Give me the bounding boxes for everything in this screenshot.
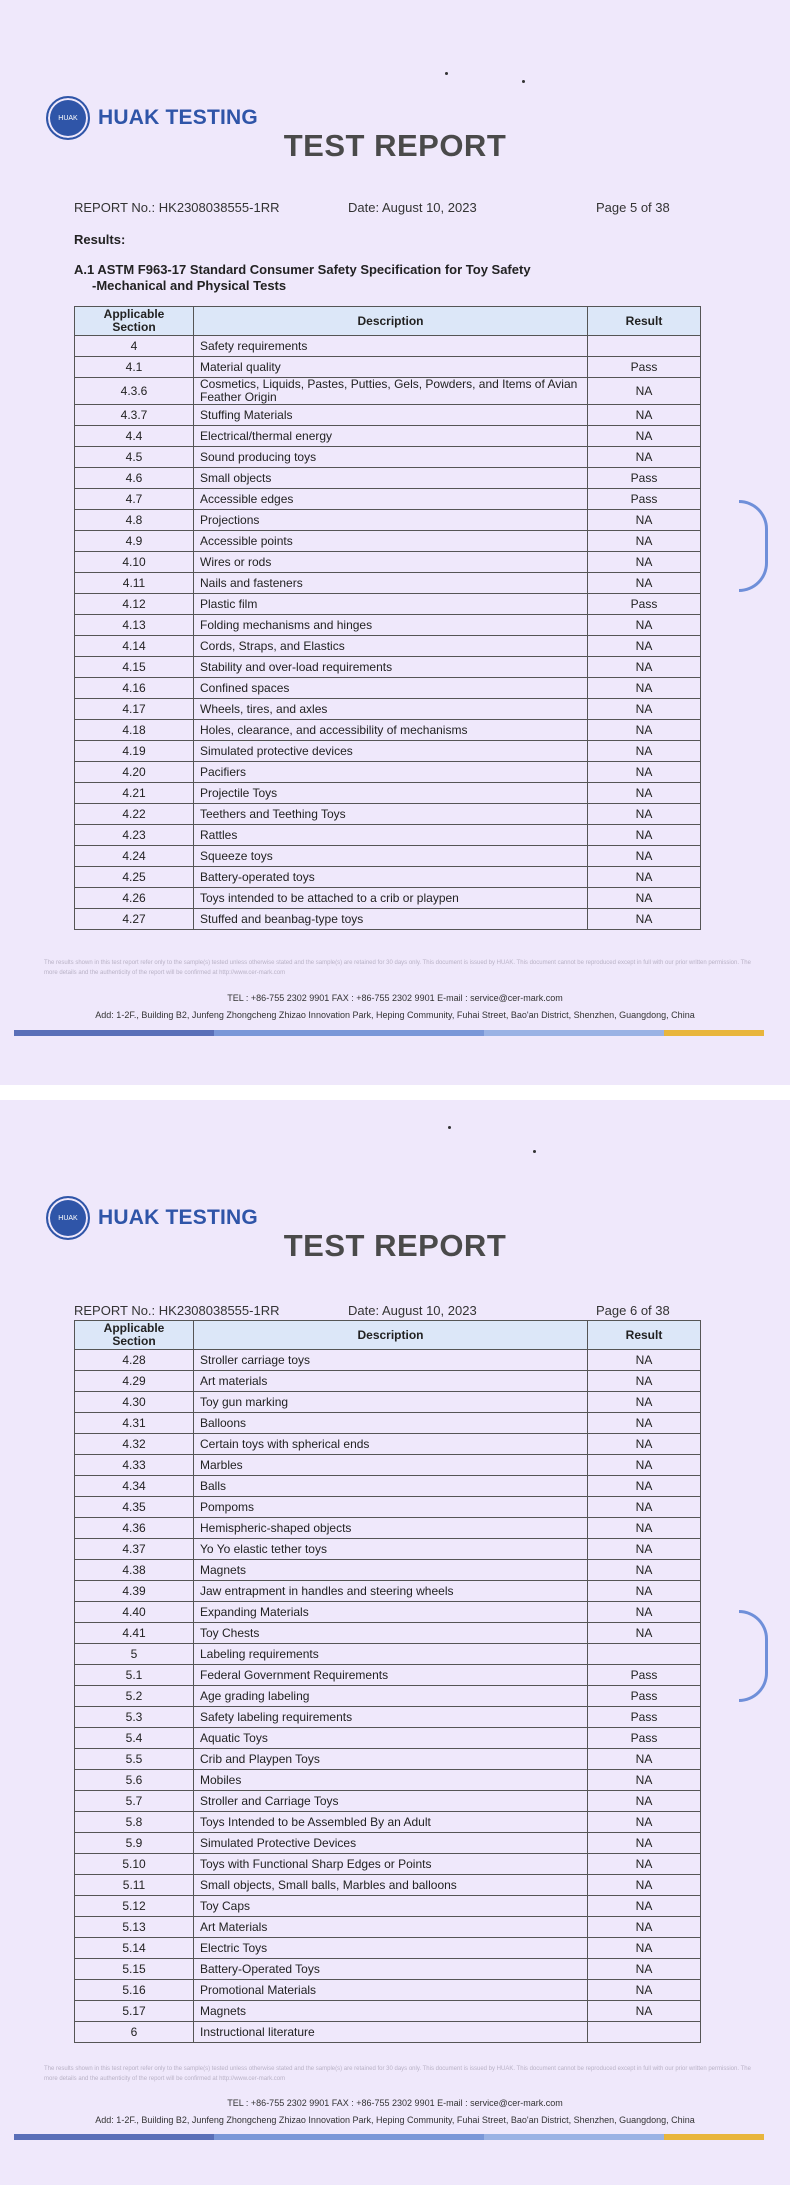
report-number: REPORT No.: HK2308038555-1RR [74,1303,280,1318]
row-section: 4.26 [75,888,194,909]
header-applicable-section: Applicable Section [75,307,194,336]
row-result: NA [588,1539,701,1560]
table-row [75,762,701,783]
disclaimer-text: The results shown in this test report refer only to the sample(s) tested unless otherwise stated and the sample(s) are retained for 30 days only. This document is issued by HUAK. This document cannot be reproduced except in full with our prior written permission. The more details and the authenticity of the report will be confirmed at http://www.cer-mark.com [44,960,751,976]
row-description: Instructional literature [194,2022,588,2043]
table-row [75,378,701,405]
row-section: 4.23 [75,825,194,846]
table-row [75,1707,701,1728]
page-number: Page 6 of 38 [596,1303,670,1318]
company-name: HUAK TESTING [98,106,258,129]
row-description: Accessible edges [194,489,588,510]
table-row [75,1980,701,2001]
table-row [75,1728,701,1749]
row-result: NA [588,615,701,636]
table-row [75,1854,701,1875]
row-description: Squeeze toys [194,846,588,867]
row-description: Labeling requirements [194,1644,588,1665]
row-description: Simulated protective devices [194,741,588,762]
row-section: 4.3.7 [75,405,194,426]
row-section: 4.36 [75,1518,194,1539]
row-description: Cosmetics, Liquids, Pastes, Putties, Gels, Powders, and Items of Avian Feather Origin [194,378,588,405]
table-row [75,1602,701,1623]
row-result: NA [588,1350,701,1371]
table-row [75,1455,701,1476]
row-section: 4.16 [75,678,194,699]
row-section: 5.5 [75,1749,194,1770]
row-result: Pass [588,489,701,510]
row-description: Stuffing Materials [194,405,588,426]
table-row [75,573,701,594]
row-section: 4.35 [75,1497,194,1518]
table-row [75,336,701,357]
row-result: NA [588,1980,701,2001]
row-description: Sound producing toys [194,447,588,468]
row-description: Balloons [194,1413,588,1434]
row-result: NA [588,1959,701,1980]
row-section: 4.6 [75,468,194,489]
row-section: 4.32 [75,1434,194,1455]
table-row [75,825,701,846]
section-title: A.1 ASTM F963-17 Standard Consumer Safety Specification for Toy Safety -Mechanical and Physical Tests [74,262,531,293]
table-row [75,2001,701,2022]
row-section: 5.15 [75,1959,194,1980]
disclaimer-text: The results shown in this test report refer only to the sample(s) tested unless otherwise stated and the sample(s) are retained for 30 days only. This document is issued by HUAK. This document cannot be reproduced except in full with our prior written permission. The more details and the authenticity of the report will be confirmed at http://www.cer-mark.com [44,2066,751,2082]
row-description: Magnets [194,2001,588,2022]
row-result: NA [588,1434,701,1455]
table-row [75,783,701,804]
row-result: NA [588,378,701,405]
table-row [75,405,701,426]
row-description: Nails and fasteners [194,573,588,594]
footer-stripe [14,1030,764,1036]
row-result: NA [588,867,701,888]
row-section: 4.21 [75,783,194,804]
row-description: Pompoms [194,1497,588,1518]
row-result: NA [588,1623,701,1644]
row-section: 4.14 [75,636,194,657]
row-description: Folding mechanisms and hinges [194,615,588,636]
row-result: NA [588,1497,701,1518]
row-section: 4.20 [75,762,194,783]
table-row [75,1812,701,1833]
header-description: Description [194,1321,588,1350]
row-section: 4.25 [75,867,194,888]
address-line: Add: 1-2F., Building B2, Junfeng Zhongcheng Zhizao Innovation Park, Heping Community, Fuhai Street, Bao'an District, Shenzhen, Guangdong, China [95,2115,695,2125]
row-section: 5.12 [75,1896,194,1917]
row-section: 4.37 [75,1539,194,1560]
results-table [74,1320,701,2043]
row-result: NA [588,1812,701,1833]
row-section: 4.41 [75,1623,194,1644]
header-applicable-section: Applicable Section [75,1321,194,1350]
row-section: 5.1 [75,1665,194,1686]
row-section: 4.38 [75,1560,194,1581]
table-row [75,846,701,867]
row-result: Pass [588,594,701,615]
row-result: NA [588,1854,701,1875]
row-result [588,336,701,357]
row-section: 4.9 [75,531,194,552]
row-result: NA [588,699,701,720]
row-section: 5.13 [75,1917,194,1938]
results-label: Results: [74,232,126,247]
contact-line: TEL : +86-755 2302 9901 FAX : +86-755 2302 9901 E-mail : service@cer-mark.com [227,993,563,1003]
row-section: 5.14 [75,1938,194,1959]
row-description: Jaw entrapment in handles and steering wheels [194,1581,588,1602]
row-result: NA [588,909,701,930]
company-name: HUAK TESTING [98,1206,258,1229]
row-description: Battery-operated toys [194,867,588,888]
row-description: Expanding Materials [194,1602,588,1623]
row-result: NA [588,804,701,825]
row-description: Toys Intended to be Assembled By an Adult [194,1812,588,1833]
table-row [75,1959,701,1980]
row-section: 4.40 [75,1602,194,1623]
row-result: NA [588,552,701,573]
header-result: Result [588,307,701,336]
row-description: Age grading labeling [194,1686,588,1707]
row-description: Rattles [194,825,588,846]
table-row [75,804,701,825]
row-result: NA [588,1875,701,1896]
row-description: Projectile Toys [194,783,588,804]
row-section: 4.11 [75,573,194,594]
row-result: NA [588,678,701,699]
table-row [75,489,701,510]
row-result: NA [588,1938,701,1959]
row-section: 5.11 [75,1875,194,1896]
scan-speck [533,1150,536,1153]
row-section: 4.13 [75,615,194,636]
row-result: NA [588,1770,701,1791]
row-section: 4.28 [75,1350,194,1371]
table-row [75,2022,701,2043]
table-row [75,741,701,762]
row-result: NA [588,720,701,741]
report-date: Date: August 10, 2023 [348,200,477,215]
row-section: 4.19 [75,741,194,762]
table-row [75,1623,701,1644]
page-number: Page 5 of 38 [596,200,670,215]
table-row [75,1497,701,1518]
report-page-6 [0,1100,790,2185]
row-result: NA [588,1896,701,1917]
table-row [75,1686,701,1707]
table-row [75,357,701,378]
row-result: NA [588,1560,701,1581]
row-result: Pass [588,1686,701,1707]
table-row [75,1770,701,1791]
table-row [75,1371,701,1392]
table-row [75,720,701,741]
scan-speck [522,80,525,83]
row-section: 4.18 [75,720,194,741]
table-row [75,1539,701,1560]
row-section: 4.39 [75,1581,194,1602]
table-row [75,1917,701,1938]
row-description: Toy gun marking [194,1392,588,1413]
row-section: 4.33 [75,1455,194,1476]
row-description: Battery-Operated Toys [194,1959,588,1980]
table-row [75,888,701,909]
row-description: Projections [194,510,588,531]
row-result: NA [588,1455,701,1476]
row-section: 4.5 [75,447,194,468]
row-result: Pass [588,357,701,378]
table-row [75,1875,701,1896]
row-section: 4.7 [75,489,194,510]
row-result: NA [588,447,701,468]
row-section: 5 [75,1644,194,1665]
table-row [75,1560,701,1581]
row-section: 5.3 [75,1707,194,1728]
row-result: Pass [588,1707,701,1728]
row-result: NA [588,426,701,447]
row-description: Wheels, tires, and axles [194,699,588,720]
row-section: 4.8 [75,510,194,531]
footer-stripe [14,2134,764,2140]
address-line: Add: 1-2F., Building B2, Junfeng Zhongcheng Zhizao Innovation Park, Heping Community, Fuhai Street, Bao'an District, Shenzhen, Guangdong, China [95,1010,695,1020]
row-section: 5.7 [75,1791,194,1812]
row-description: Safety requirements [194,336,588,357]
row-section: 4.22 [75,804,194,825]
row-description: Stability and over-load requirements [194,657,588,678]
row-result: NA [588,846,701,867]
row-result: NA [588,1581,701,1602]
row-section: 5.2 [75,1686,194,1707]
row-result [588,1644,701,1665]
row-description: Pacifiers [194,762,588,783]
row-description: Safety labeling requirements [194,1707,588,1728]
table-row [75,531,701,552]
row-description: Small objects [194,468,588,489]
row-result: NA [588,1413,701,1434]
row-section: 4.1 [75,357,194,378]
table-row [75,552,701,573]
row-result: NA [588,573,701,594]
row-description: Stroller and Carriage Toys [194,1791,588,1812]
row-description: Stroller carriage toys [194,1350,588,1371]
row-description: Small objects, Small balls, Marbles and balloons [194,1875,588,1896]
row-description: Promotional Materials [194,1980,588,2001]
header-result: Result [588,1321,701,1350]
row-description: Holes, clearance, and accessibility of mechanisms [194,720,588,741]
row-section: 4.4 [75,426,194,447]
row-description: Aquatic Toys [194,1728,588,1749]
row-section: 5.9 [75,1833,194,1854]
table-row [75,1833,701,1854]
table-row [75,636,701,657]
row-result: NA [588,762,701,783]
row-result: Pass [588,1728,701,1749]
row-description: Art Materials [194,1917,588,1938]
row-description: Balls [194,1476,588,1497]
seal-icon: HUAK [46,96,90,140]
table-row [75,1392,701,1413]
row-section: 4.3.6 [75,378,194,405]
row-result: NA [588,2001,701,2022]
table-row [75,1896,701,1917]
row-result: NA [588,1476,701,1497]
row-result: NA [588,1917,701,1938]
table-row [75,909,701,930]
table-row [75,657,701,678]
table-row [75,1938,701,1959]
row-result: NA [588,531,701,552]
seal-icon: HUAK [46,1196,90,1240]
row-result: NA [588,825,701,846]
row-section: 6 [75,2022,194,2043]
row-description: Material quality [194,357,588,378]
row-description: Electrical/thermal energy [194,426,588,447]
table-row [75,678,701,699]
row-description: Hemispheric-shaped objects [194,1518,588,1539]
row-section: 5.6 [75,1770,194,1791]
table-row [75,867,701,888]
table-row [75,447,701,468]
row-description: Stuffed and beanbag-type toys [194,909,588,930]
row-result: NA [588,888,701,909]
row-description: Accessible points [194,531,588,552]
row-description: Electric Toys [194,1938,588,1959]
table-row [75,1749,701,1770]
table-row [75,510,701,531]
table-row [75,1413,701,1434]
row-description: Mobiles [194,1770,588,1791]
scan-speck [445,72,448,75]
row-section: 4.34 [75,1476,194,1497]
header-description: Description [194,307,588,336]
row-description: Crib and Playpen Toys [194,1749,588,1770]
row-description: Toys with Functional Sharp Edges or Points [194,1854,588,1875]
results-table [74,306,701,930]
table-row [75,468,701,489]
row-section: 4.27 [75,909,194,930]
row-result: NA [588,741,701,762]
table-row [75,1434,701,1455]
row-description: Toy Caps [194,1896,588,1917]
row-description: Marbles [194,1455,588,1476]
row-description: Art materials [194,1371,588,1392]
row-description: Cords, Straps, and Elastics [194,636,588,657]
table-row [75,615,701,636]
row-result: Pass [588,468,701,489]
row-result: NA [588,1749,701,1770]
table-row [75,1581,701,1602]
row-description: Teethers and Teething Toys [194,804,588,825]
row-result: NA [588,1833,701,1854]
table-row [75,699,701,720]
row-result: Pass [588,1665,701,1686]
row-section: 4.30 [75,1392,194,1413]
row-section: 4.17 [75,699,194,720]
table-row [75,1644,701,1665]
scan-speck [448,1126,451,1129]
row-description: Certain toys with spherical ends [194,1434,588,1455]
table-row [75,594,701,615]
row-section: 5.8 [75,1812,194,1833]
row-section: 5.16 [75,1980,194,2001]
row-result: NA [588,1371,701,1392]
report-date: Date: August 10, 2023 [348,1303,477,1318]
row-result: NA [588,1392,701,1413]
edge-stamp-mark [739,1610,768,1702]
table-row [75,1791,701,1812]
row-section: 4.31 [75,1413,194,1434]
row-description: Wires or rods [194,552,588,573]
contact-line: TEL : +86-755 2302 9901 FAX : +86-755 2302 9901 E-mail : service@cer-mark.com [227,2098,563,2108]
row-description: Federal Government Requirements [194,1665,588,1686]
table-row [75,1665,701,1686]
row-result: NA [588,657,701,678]
row-description: Magnets [194,1560,588,1581]
row-result: NA [588,1791,701,1812]
row-description: Confined spaces [194,678,588,699]
row-section: 5.10 [75,1854,194,1875]
report-page-5 [0,0,790,1085]
row-section: 4.15 [75,657,194,678]
row-description: Plastic film [194,594,588,615]
row-result [588,2022,701,2043]
table-row [75,1350,701,1371]
row-result: NA [588,636,701,657]
row-result: NA [588,1518,701,1539]
table-row [75,1476,701,1497]
row-description: Toys intended to be attached to a crib or playpen [194,888,588,909]
row-section: 4.10 [75,552,194,573]
table-row [75,426,701,447]
row-section: 5.17 [75,2001,194,2022]
row-description: Simulated Protective Devices [194,1833,588,1854]
row-result: NA [588,1602,701,1623]
table-row [75,1518,701,1539]
row-result: NA [588,510,701,531]
row-section: 4.24 [75,846,194,867]
page-title: TEST REPORT [283,128,507,163]
row-description: Yo Yo elastic tether toys [194,1539,588,1560]
page-title: TEST REPORT [283,1228,507,1263]
row-section: 4.12 [75,594,194,615]
row-section: 5.4 [75,1728,194,1749]
edge-stamp-mark [739,500,768,592]
row-description: Toy Chests [194,1623,588,1644]
row-section: 4.29 [75,1371,194,1392]
row-result: NA [588,783,701,804]
row-section: 4 [75,336,194,357]
report-number: REPORT No.: HK2308038555-1RR [74,200,280,215]
row-result: NA [588,405,701,426]
